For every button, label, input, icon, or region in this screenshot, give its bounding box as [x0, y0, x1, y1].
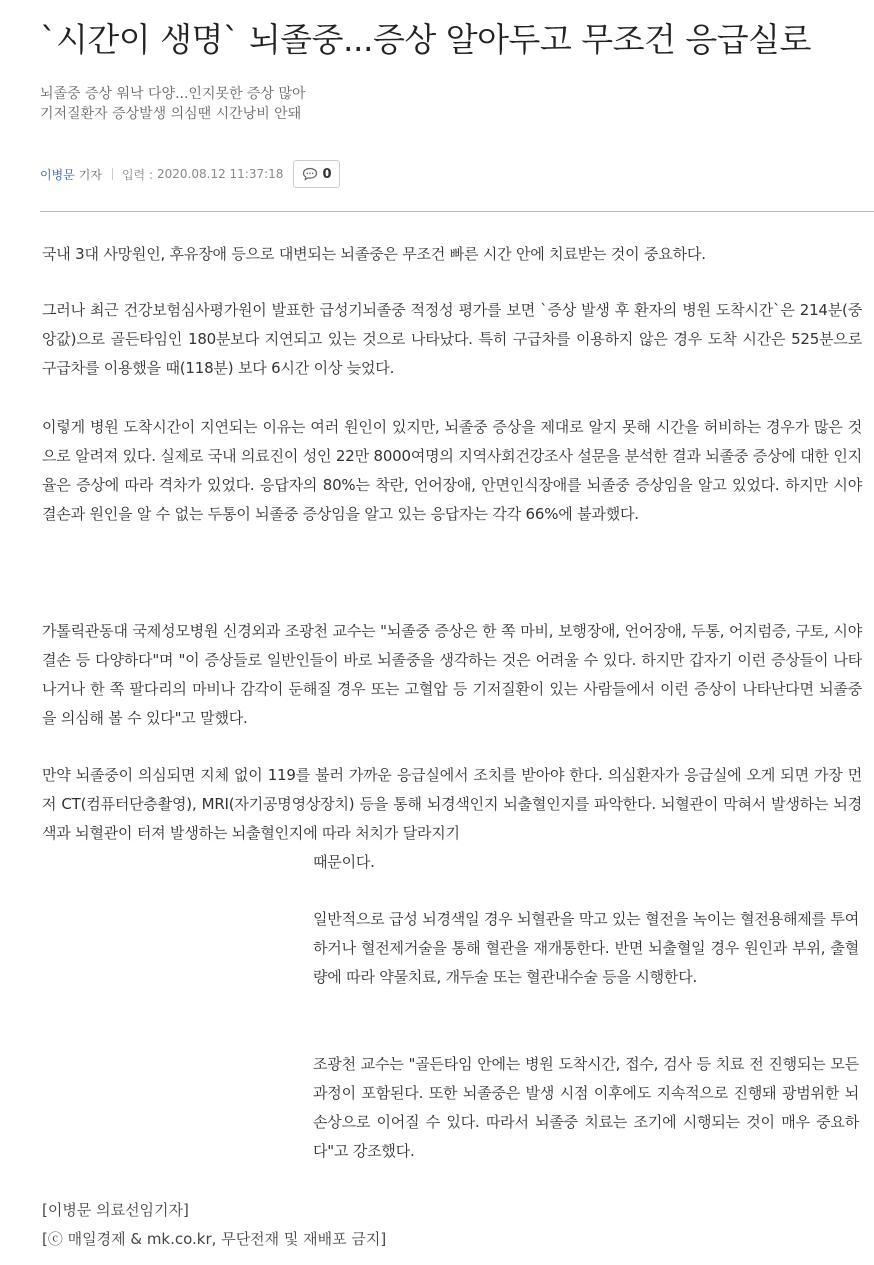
copyright-notice: [ⓒ 매일경제 & mk.co.kr, 무단전재 및 재배포 금지]: [42, 1230, 387, 1248]
article-paragraph-continuation: 때문이다.: [313, 853, 375, 871]
article-headline: `시간이 생명` 뇌졸중...증상 알아두고 무조건 응급실로: [40, 20, 811, 59]
article-subheadlines: [40, 84, 306, 124]
comment-count: 0: [322, 166, 332, 182]
article-byline: [40, 158, 340, 190]
article-paragraph: 만약 뇌졸중이 의심되면 지체 없이 119를 불러 가까운 응급실에서 조치를 받아야 한다. 의심환자가 응급실에 오게 되면 가장 먼저 CT(컴퓨터단층촬영), MRI(자기공명영상장치) 등을 통해 뇌경색인지 뇌출혈인지를 파악한다. 뇌혈관이 막혀서 발생하는 뇌경색과 뇌혈관이 터져 발생하는 뇌출혈인지에 따라 처치가 달라지기: [42, 766, 862, 842]
comment-count-button[interactable]: [293, 160, 340, 188]
article-paragraph: 국내 3대 사망원인, 후유장애 등으로 대변되는 뇌졸중은 무조건 빠른 시간 안에 치료받는 것이 중요하다.: [42, 245, 706, 263]
reporter-signature: [이병문 의료선임기자]: [42, 1201, 189, 1219]
article-paragraph: 그러나 최근 건강보험심사평가원이 발표한 급성기뇌졸중 적정성 평가를 보면 `증상 발생 후 환자의 병원 도착시간`은 214분(중앙값)으로 골든타임인 180분보다 지연되고 있는 것으로 나타났다. 특히 구급차를 이용하지 않은 경우 도착 시간은 525분으로 구급차를 이용했을 때(118분) 보다 6시간 이상 늦었다.: [42, 301, 862, 377]
date-label: 입력 :: [121, 167, 154, 182]
header-divider: [40, 211, 874, 212]
article-paragraph: 조광천 교수는 "골든타임 안에는 병원 도착시간, 접수, 검사 등 치료 전 진행되는 모든 과정이 포함된다. 또한 뇌졸중은 발생 시점 이후에도 지속적으로 진행돼 광범위한 뇌손상으로 이어질 수 있다. 따라서 뇌졸중 치료는 조기에 시행되는 것이 매우 중요하다"고 강조했다.: [313, 1055, 859, 1160]
subheadline: 뇌졸중 증상 워낙 다양...인지못한 증상 많아: [40, 86, 306, 102]
article-paragraph: 일반적으로 급성 뇌경색일 경우 뇌혈관을 막고 있는 혈전을 녹이는 혈전용해제를 투여하거나 혈전제거술을 통해 혈관을 재개통한다. 반면 뇌출혈일 경우 원인과 부위, 출혈량에 따라 약물치료, 개두술 또는 혈관내수술 등을 시행한다.: [313, 910, 859, 986]
speech-bubble-icon: [302, 167, 318, 181]
author-role: 기자: [78, 167, 102, 182]
article-paragraph: 이렇게 병원 도착시간이 지연되는 이유는 여러 원인이 있지만, 뇌졸중 증상을 제대로 알지 못해 시간을 허비하는 경우가 많은 것으로 알려져 있다. 실제로 국내 의료진이 성인 22만 8000여명의 지역사회건강조사 설문을 분석한 결과 뇌졸중 증상에 대한 인지율은 증상에 따라 격차가 있었다. 응답자의 80%는 착란, 언어장애, 안면인식장애를 뇌졸중 증상임을 알고 있었다. 하지만 시야 결손과 원인을 알 수 없는 두통이 뇌졸중 증상임을 알고 있는 응답자는 각각 66%에 불과했다.: [42, 418, 862, 523]
published-date: 2020.08.12 11:37:18: [157, 167, 284, 181]
author-name-link[interactable]: 이병문: [40, 167, 75, 182]
article-paragraph: 가톨릭관동대 국제성모병원 신경외과 조광천 교수는 "뇌졸중 증상은 한 쪽 마비, 보행장애, 언어장애, 두통, 어지럼증, 구토, 시야 결손 등 다양하다"며 "이 증상들로 일반인들이 바로 뇌졸중을 생각하는 것은 어려울 수 있다. 하지만 갑자기 이런 증상들이 나타나거나 한 쪽 팔다리의 마비나 감각이 둔해질 경우 또는 고혈압 등 기저질환이 있는 사람들에서 이런 증상이 나타난다면 뇌졸중을 의심해 볼 수 있다"고 말했다.: [42, 622, 862, 727]
byline-divider: [112, 168, 113, 180]
subheadline: 기저질환자 증상발생 의심땐 시간낭비 안돼: [40, 106, 302, 122]
